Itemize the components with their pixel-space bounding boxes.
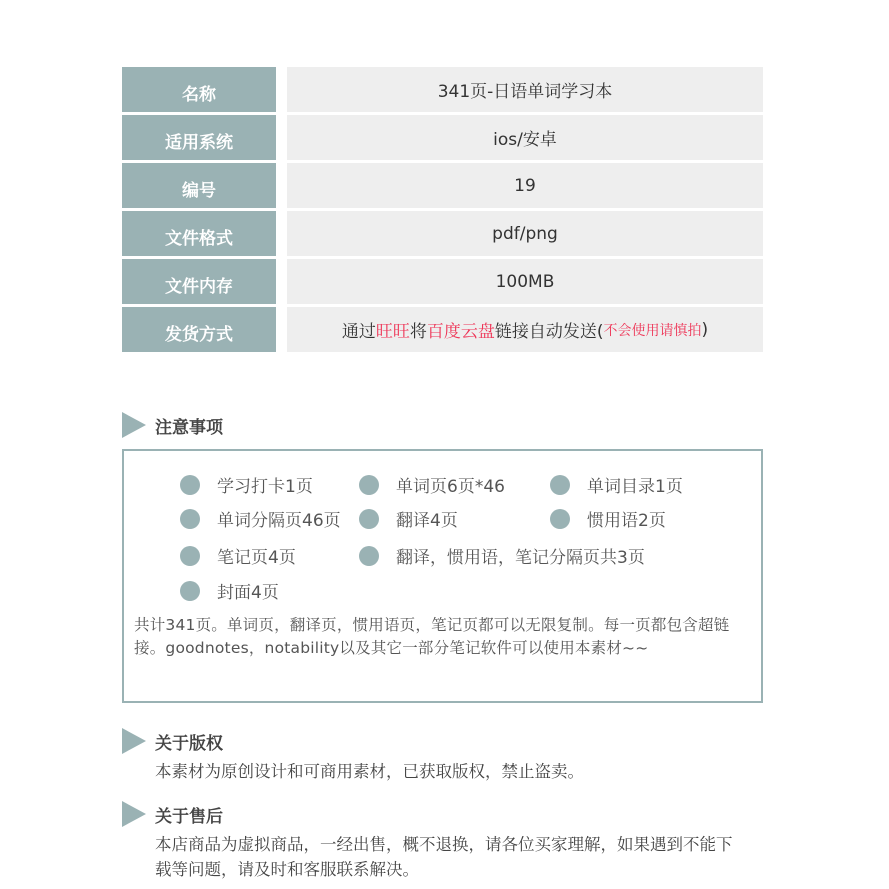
list-item: [180, 543, 296, 568]
delivery-text: ): [701, 319, 709, 340]
bullet-dot-icon: [550, 509, 570, 529]
row-value-delivery: [287, 307, 763, 352]
product-info-table: [122, 67, 763, 355]
table-row: [122, 67, 763, 112]
row-value-system: ios/安卓: [287, 115, 763, 160]
list-item-label: 单词目录1页: [587, 477, 683, 497]
table-row: [122, 259, 763, 304]
delivery-text: 将: [409, 322, 427, 342]
list-item-label: 翻译4页: [396, 511, 458, 531]
delivery-text: 链接自动发送(: [494, 322, 604, 342]
delivery-warning: 不会使用请慎拍: [603, 322, 702, 339]
triangle-bullet-icon: [122, 412, 146, 438]
notes-box: [122, 449, 763, 703]
list-item: [550, 506, 666, 531]
bullet-dot-icon: [180, 475, 200, 495]
triangle-bullet-icon: [122, 801, 146, 827]
row-value-size: 100MB: [287, 259, 763, 304]
list-item-label: 惯用语2页: [587, 511, 666, 531]
list-item: [359, 472, 505, 497]
list-item-label: 封面4页: [217, 583, 279, 603]
list-item-label: 笔记页4页: [217, 548, 296, 568]
baidu-cloud-highlight: 百度云盘: [426, 322, 495, 342]
list-item-label: 单词页6页*46: [396, 477, 505, 497]
aftersale-text: 本店商品为虚拟商品，一经出售，概不退换，请各位买家理解，如果遇到不能下载等问题，请及时和客服联系解决。: [155, 835, 733, 879]
list-item-label: 单词分隔页46页: [217, 511, 341, 531]
bullet-dot-icon: [359, 546, 379, 566]
notes-header: [122, 412, 223, 438]
table-row: [122, 163, 763, 208]
list-item: [359, 506, 458, 531]
bullet-dot-icon: [359, 475, 379, 495]
table-row: [122, 115, 763, 160]
list-item: [180, 506, 341, 531]
row-label-name: 名称: [122, 67, 276, 112]
list-item: [180, 578, 279, 603]
row-label-delivery: 发货方式: [122, 307, 276, 352]
row-value-format: pdf/png: [287, 211, 763, 256]
list-item-label: 学习打卡1页: [217, 477, 313, 497]
row-label-number: 编号: [122, 163, 276, 208]
row-label-size: 文件内存: [122, 259, 276, 304]
triangle-bullet-icon: [122, 728, 146, 754]
list-item: [180, 472, 313, 497]
aftersale-header: [122, 801, 223, 827]
bullet-dot-icon: [180, 509, 200, 529]
list-item-label: 翻译，惯用语，笔记分隔页共3页: [396, 548, 645, 568]
bullet-dot-icon: [180, 546, 200, 566]
delivery-text: 通过: [341, 322, 376, 342]
table-row: [122, 211, 763, 256]
copyright-text: 本素材为原创设计和可商用素材，已获取版权，禁止盗卖。: [155, 762, 584, 781]
row-label-format: 文件格式: [122, 211, 276, 256]
wangwang-highlight: 旺旺: [375, 322, 410, 342]
bullet-dot-icon: [180, 581, 200, 601]
notes-title: 注意事项: [155, 417, 223, 438]
copyright-header: [122, 728, 223, 754]
list-item: [359, 543, 645, 568]
bullet-dot-icon: [550, 475, 570, 495]
row-value-number: 19: [287, 163, 763, 208]
table-row: [122, 307, 763, 352]
list-item: [550, 472, 683, 497]
aftersale-title: 关于售后: [155, 806, 223, 827]
copyright-title: 关于版权: [155, 733, 223, 754]
bullet-dot-icon: [359, 509, 379, 529]
row-value-name: 341页-日语单词学习本: [287, 67, 763, 112]
notes-description: 共计341页。单词页，翻译页，惯用语页，笔记页都可以无限复制。每一页都包含超链接。goodnotes，notability以及其它一部分笔记软件可以使用本素材~~: [134, 616, 730, 657]
row-label-system: 适用系统: [122, 115, 276, 160]
